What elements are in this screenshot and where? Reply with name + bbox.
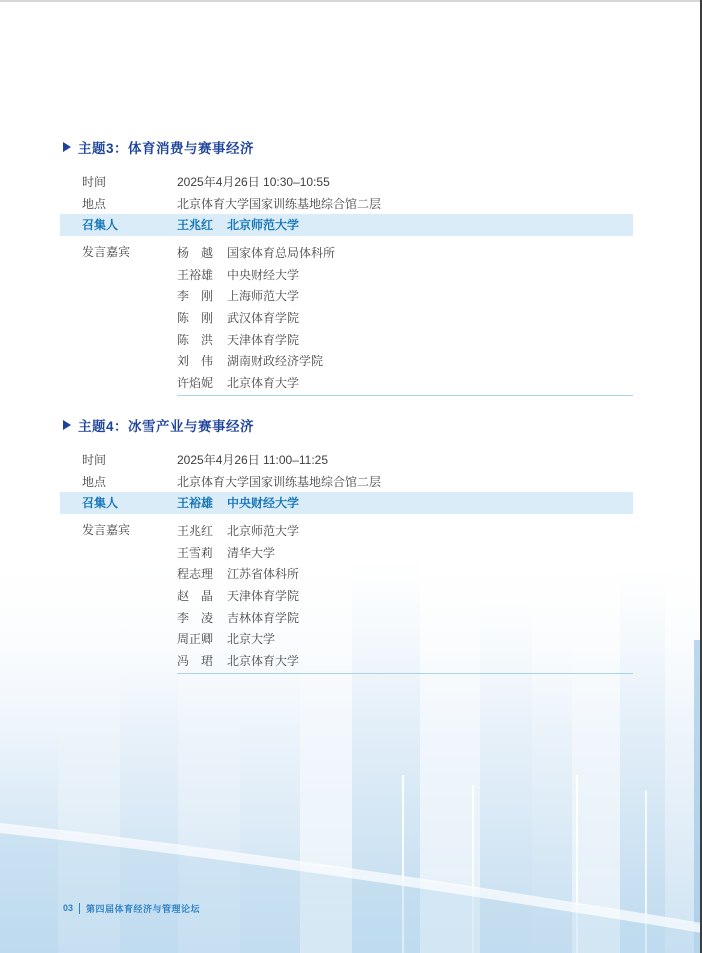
location-label: 地点 [82,196,107,211]
page-footer [63,901,200,915]
section-title: 主题3：体育消费与赛事经济 [78,141,255,156]
speaker-org: 北京师范大学 [227,523,300,538]
speaker-name: 程志理 [177,567,214,582]
speaker-org: 清华大学 [227,545,276,560]
triangle-bullet-icon [63,420,71,430]
speaker-org: 湖南财政经济学院 [227,354,324,369]
speaker-org: 北京大学 [227,632,276,647]
time-label: 时间 [82,453,107,468]
speaker-name: 王裕雄 [177,267,214,282]
speaker-row [82,628,702,650]
time-value: 2025年4月26日 10:30–10:55 [177,175,330,190]
topic-4-title-row [63,415,702,435]
speaker-name: 赵 晶 [177,588,214,603]
time-row [82,171,702,193]
speaker-row [82,606,702,628]
topic-3-details [0,171,702,396]
speaker-org: 北京体育大学 [227,375,300,390]
triangle-bullet-icon [63,142,71,152]
speaker-row [82,585,702,607]
speaker-name: 陈 刚 [177,310,214,325]
topic-4-section [0,415,702,674]
speakers-list [0,242,702,394]
topic-3-title-row [63,137,702,157]
speaker-name: 周正卿 [177,632,214,647]
convener-org: 中央财经大学 [227,496,300,511]
speaker-name: 杨 越 [177,245,214,260]
speakers-list [0,520,702,672]
section-divider [177,395,633,396]
time-label: 时间 [82,175,107,190]
convener-org: 北京师范大学 [227,218,300,233]
speaker-org: 江苏省体科所 [227,567,300,582]
convener-name: 王裕雄 [177,496,214,511]
convener-row [60,214,633,236]
page-number: 03 [63,903,74,913]
footer-title: 第四届体育经济与管理论坛 [86,903,201,914]
location-value: 北京体育大学国家训练基地综合馆二层 [177,474,382,489]
convener-label: 召集人 [82,496,119,511]
speaker-row [82,520,702,542]
speaker-row [82,541,702,563]
speaker-row [82,263,702,285]
speaker-name: 陈 洪 [177,332,214,347]
location-row [82,471,702,493]
speaker-row [82,350,702,372]
speakers-label: 发言嘉宾 [82,522,131,537]
speaker-row [82,650,702,672]
speaker-org: 天津体育学院 [227,588,300,603]
speaker-row [82,328,702,350]
speaker-org: 上海师范大学 [227,289,300,304]
speaker-name: 许焰妮 [177,375,214,390]
speaker-name: 李 刚 [177,289,214,304]
speaker-org: 武汉体育学院 [227,310,300,325]
speaker-row [82,285,702,307]
footer-divider [79,903,80,914]
time-row [82,449,702,471]
speakers-label: 发言嘉宾 [82,244,131,259]
convener-row [60,492,633,514]
speaker-name: 王雪莉 [177,545,214,560]
speaker-name: 李 凌 [177,610,214,625]
convener-label: 召集人 [82,218,119,233]
speaker-org: 中央财经大学 [227,267,300,282]
section-divider [177,673,633,674]
convener-name: 王兆红 [177,218,214,233]
speaker-row [82,372,702,394]
section-title: 主题4：冰雪产业与赛事经济 [78,419,255,434]
speaker-name: 冯 珺 [177,653,214,668]
topic-3-section [0,137,702,396]
speaker-row [82,563,702,585]
location-value: 北京体育大学国家训练基地综合馆二层 [177,196,382,211]
speaker-org: 国家体育总局体科所 [227,245,336,260]
topic-4-details [0,449,702,674]
speaker-row [82,307,702,329]
speaker-org: 天津体育学院 [227,332,300,347]
speaker-name: 刘 伟 [177,354,214,369]
speaker-row [82,242,702,264]
speaker-org: 北京体育大学 [227,653,300,668]
page-top-border [0,0,702,2]
time-value: 2025年4月26日 11:00–11:25 [177,453,329,468]
speaker-name: 王兆红 [177,523,214,538]
speaker-org: 吉林体育学院 [227,610,300,625]
location-row [82,193,702,215]
location-label: 地点 [82,474,107,489]
